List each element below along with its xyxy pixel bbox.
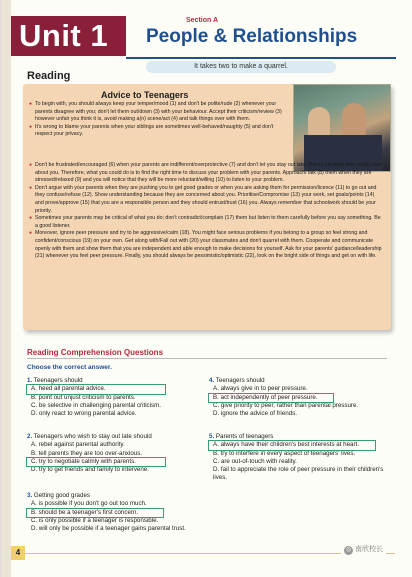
- question-5: [209, 433, 389, 483]
- option-b-selected[interactable]: B. act independently of peer pressure.: [209, 394, 333, 402]
- footer-divider: [25, 553, 395, 554]
- questions-instruction: Choose the correct answer.: [27, 364, 112, 371]
- photo-person: [308, 107, 330, 137]
- watermark: [341, 543, 386, 556]
- article-body-top: [29, 101, 291, 139]
- wechat-icon: ◎: [345, 547, 352, 553]
- watermark-text: 南欣校长: [355, 546, 383, 553]
- question-stem: Teenagers should: [215, 377, 265, 384]
- question-stem: Getting good grades: [33, 492, 90, 499]
- page-number: 4: [11, 546, 25, 560]
- question-2: [27, 433, 202, 474]
- question-number: 5.: [209, 433, 215, 440]
- option-b[interactable]: B. try to interfere in every aspect of teenagers' lives.: [213, 449, 356, 457]
- option-c[interactable]: C. are out-of-touch with reality.: [213, 457, 297, 465]
- option-c-selected[interactable]: C. try to negotiate calmly with parents.: [27, 458, 165, 466]
- option-a-selected[interactable]: A. always have their children's best interests at heart.: [209, 441, 375, 449]
- option-c[interactable]: C. be selective in challenging parental criticism.: [31, 401, 161, 409]
- question-stem: Parents of teenagers: [215, 433, 274, 440]
- unit-heading: Unit 1: [11, 16, 126, 56]
- page-edge: [1, 0, 11, 577]
- page-title: People & Relationships: [146, 26, 358, 47]
- option-b[interactable]: B. point out unjust criticism to parents.: [31, 393, 136, 401]
- article-photo: [293, 84, 391, 172]
- reading-label: Reading: [27, 70, 71, 82]
- article-paragraph: ● It's wrong to blame your parents when your siblings are sometimes well-behaved/naughty (5) and don't respect your privacy.: [29, 124, 291, 139]
- article-paragraph: ● Sometimes your parents may be critical of what you do; don't contradict/complain (17) them but listen to them carefully before you say something. Be a good listener.: [29, 215, 383, 230]
- option-a-selected[interactable]: A. heed all parental advice.: [27, 385, 165, 393]
- option-a[interactable]: A. always give in to peer pressure.: [213, 385, 308, 393]
- article-paragraph: ● Moreover, ignore peer pressure and try to be aggressive/calm (18). You might face serious problems if you belong to a group so feel strong and confident/conscious (19) on your own. Get along with/Fall out with (20) your classmates and don't quarrel with them. Cooperate and communicate openly with them and show them that you are independent and able enough to make decisions for yourself. Ask for your parents' guidance/leadership (21) whenever you feel peer pressure. Finally, you should always be pessimistic/optimistic (22), look on the bright side of things and get on with life.: [29, 230, 383, 260]
- article-paragraph: ● Don't argue with your parents when they are pushing you to get good grades or when you are asking them for permission/licence (11) to go out and they confuse/refuse (12). Show understanding because they are concerned about you. Prioritise/Compromise (13) your work, set goals/points (14) and prove/approve (15) that you are a responsible person and they should entrust/trust (16) you. Always remember that schoolwork should be your priority.: [29, 185, 383, 215]
- title-divider: [126, 57, 396, 59]
- option-c[interactable]: C. is only possible if a teenager is responsible.: [31, 516, 159, 524]
- question-stem: Teenagers should: [33, 377, 83, 384]
- questions-divider: [27, 358, 387, 359]
- proverb-banner: It takes two to make a quarrel.: [146, 61, 336, 73]
- question-stem: Teenagers who wish to stay out late should: [33, 433, 152, 440]
- question-number: 2.: [27, 433, 33, 440]
- question-number: 4.: [209, 377, 215, 384]
- questions-heading: Reading Comprehension Questions: [27, 348, 164, 357]
- option-d[interactable]: D. fail to appreciate the role of peer pressure in their children's lives.: [213, 466, 384, 482]
- option-d[interactable]: D. will only be possible if a teenager gains parental trust.: [31, 525, 186, 533]
- option-a[interactable]: A. rebel against parental authority.: [31, 441, 125, 449]
- question-1: [27, 377, 202, 418]
- option-a[interactable]: A. is possible if you don't go out too much.: [31, 500, 147, 508]
- question-number: 3.: [27, 492, 33, 499]
- question-3: [27, 492, 207, 533]
- option-d[interactable]: D. ignore the advice of friends.: [213, 410, 297, 418]
- option-d[interactable]: D. try to get friends and family to intervene.: [31, 466, 149, 474]
- option-b-selected[interactable]: B. should be a teenager's first concern.: [27, 509, 163, 517]
- option-d[interactable]: D. only react to wrong parental advice.: [31, 410, 137, 418]
- photo-person: [342, 103, 366, 137]
- section-label: Section A: [186, 17, 219, 24]
- article-paragraph: ● To begin with, you should always keep your temper/mood (1) and don't be polite/rude (2) whenever your parents disagree with you; don't let them out/down (3) with your behaviour. Accept their criticism/review (3) however unfair you think it is, avoid making a(n) scene/act (4) and talk things over with them.: [29, 101, 291, 124]
- option-c[interactable]: C. give priority to peer, rather than parental pressure.: [213, 401, 359, 409]
- question-number: 1.: [27, 377, 33, 384]
- article-paragraph: ● Don't be frustrated/encouraged (6) when your parents are indifferent/overprotective (7) and don't let you stay out late. This is because they really care about you. Therefore, what you could do is to find the right time to discuss your problem with your parents. Approach/Talk (8) them when they are stressed/relaxed (9) and you will notice that they will be more reluctant/willing (10) to listen to your problem.: [29, 162, 383, 185]
- article-body: [29, 162, 383, 261]
- option-b[interactable]: B. tell parents they are too over-anxious.: [31, 449, 143, 457]
- article-title: Advice to Teenagers: [101, 90, 189, 100]
- question-4: [209, 377, 389, 418]
